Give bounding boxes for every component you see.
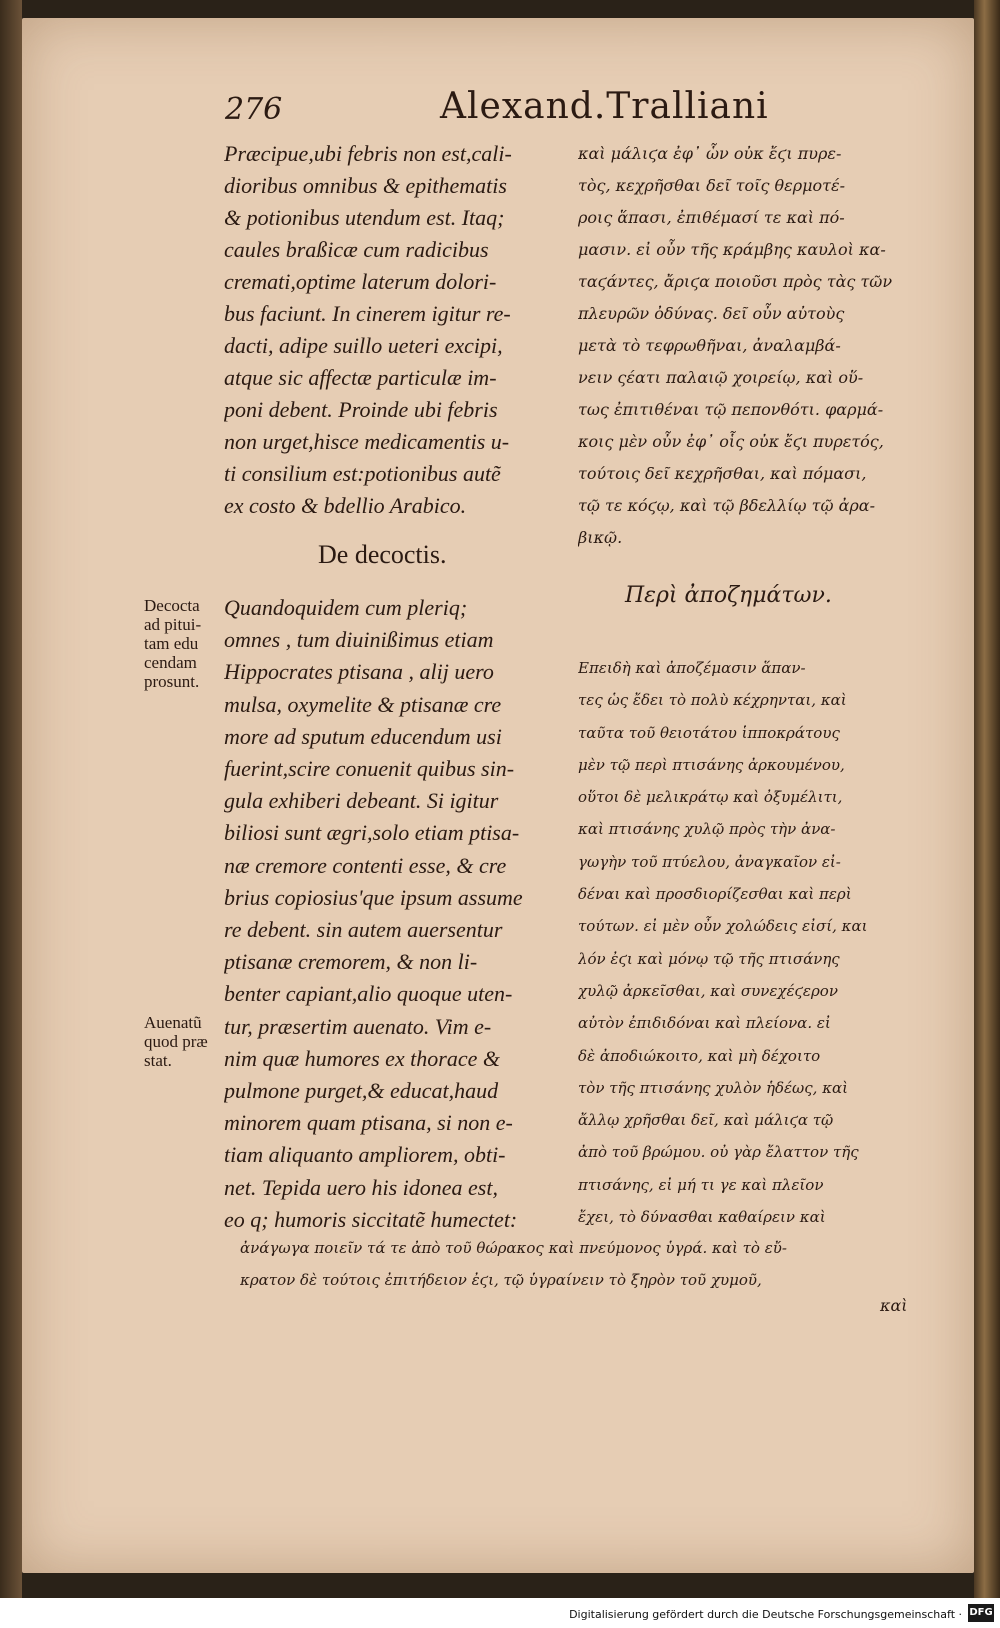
text-line: biliosi sunt ægri,solo etiam ptisa- [224,820,520,846]
text-line: πλευρῶν ὀδύνας. δεῖ οὖν αὐτοὺς [578,304,845,323]
latin-column-bottom [224,592,554,1236]
text-line: tiam aliquanto ampliorem, obti- [224,1142,506,1168]
text-line: benter capiant,alio quoque uten- [224,981,513,1007]
margin-note-line: quod præ [144,1032,208,1051]
margin-note-line: ad pitui- [144,615,202,634]
dfg-logo: DFG [968,1604,994,1622]
full-width-greek-lines [240,1232,930,1296]
text-line: re debent. sin autem auersentur [224,917,503,943]
text-line: net. Tepida uero his idonea est, [224,1174,498,1200]
text-line: τες ὡς ἔδει τὸ πολὺ κέχρηνται, καὶ [578,691,847,710]
text-line: αὐτὸν ἐπιδιδόναι καὶ πλείονα. εἰ [578,1014,831,1033]
text-line: γωγὴν τοῦ πτύελου, ἀναγκαῖον εἰ- [578,852,841,871]
margin-note-line: Decocta [144,596,200,615]
text-line: non urget,hisce medicamentis u- [224,429,510,454]
text-line: atque sic affectæ particulæ im- [224,365,497,390]
greek-section-heading: Περὶ ἀποζημάτων. [625,583,832,608]
text-line: Επειδὴ καὶ ἀποζέμασιν ἅπαν- [578,659,806,677]
text-line: Hippocrates ptisana , alij uero [224,659,494,685]
text-line: τούτοις δεῖ κεχρῆσθαι, καὶ πόμασι, [578,464,867,483]
margin-note-line: prosunt. [144,672,200,691]
text-line: tur, præsertim auenato. Vim e- [224,1013,492,1039]
text-line: βικῷ. [578,528,623,547]
greek-column-bottom [578,652,923,1233]
margin-note-line: tam edu [144,634,199,653]
text-line: gula exhiberi debeant. Si igitur [224,788,499,814]
text-line: bus faciunt. In cinerem igitur re- [224,301,511,326]
text-line: δέναι καὶ προσδιορίζεσθαι καὶ περὶ [578,885,852,904]
text-line: τῷ τε κόϛῳ, καὶ τῷ βδελλίῳ τῷ ἀρα- [578,496,876,515]
text-line: cremati,optime laterum dolori- [224,269,497,294]
text-line: τούτων. εἰ μὲν οὖν χολώδεις εἰσί, και [578,917,868,936]
text-line: μασιν. εἰ οὖν τῆς κράμβης καυλοὶ κα- [578,240,886,259]
greek-column-top [578,138,923,554]
text-line: ἀπὸ τοῦ βρώμου. οὐ γὰρ ἔλαττον τῆς [578,1143,859,1162]
text-line: Quandoquidem cum pleriq; [224,595,468,620]
margin-note-line: stat. [144,1051,172,1070]
text-line: brius copiosius'que ipsum assume [224,884,523,910]
text-line: pulmone purget,& educat,haud [224,1078,499,1104]
text-line: mulsa, oxymelite & ptisanæ cre [224,691,502,717]
text-line: ἀνάγωγα ποιεῖν τά τε ἀπὸ τοῦ θώρακος καὶ πνεύμονος ὑγρά. καὶ τὸ εὔ- [240,1239,787,1257]
latin-section-heading: De decoctis. [318,540,447,569]
text-line: fuerint,scire conuenit quibus sin- [224,756,515,782]
text-line: omnes , tum diuinißimus etiam [224,627,494,653]
text-line: ti consilium est:potionibus autẽ [224,461,501,486]
margin-note-auenatum [144,1013,208,1070]
text-line: λόν ἐϛι καὶ μόνῳ τῷ τῆς πτισάνης [578,949,840,968]
text-line: νειν ςέατι παλαιῷ χοιρείῳ, καὶ οὕ- [578,368,864,387]
margin-note-line: Auenatũ [144,1013,202,1032]
text-line: & potionibus utendum est. Itaq; [224,205,505,230]
page-edge [974,0,1000,1628]
text-line: πτισάνης, εἰ μή τι γε καὶ πλεῖον [578,1175,824,1194]
text-line: τὸς, κεχρῆσθαι δεῖ τοῖς θερμοτέ- [578,176,845,195]
text-line: κρατον δὲ τούτοις ἐπιτήδειον ἐϛι, τῷ ὑγραίνειν τὸ ξηρὸν τοῦ χυμοῦ, [240,1271,762,1289]
text-line: ἄλλῳ χρῆσθαι δεῖ, καὶ μάλιϛα τῷ [578,1111,834,1130]
latin-column-top [224,138,554,522]
text-line: more ad sputum educendum usi [224,723,502,749]
book-spine [0,0,22,1628]
margin-note-decocta [144,596,201,691]
catchword: καὶ [880,1296,908,1315]
text-line: καὶ πτισάνης χυλῷ πρὸς τὴν ἀνα- [578,820,836,839]
text-line: οὕτοι δὲ μελικράτῳ καὶ ὀξυμέλιτι, [578,788,843,807]
text-line: ex costo & bdellio Arabico. [224,493,467,518]
text-line: ptisanæ cremorem, & non li- [224,949,478,975]
text-line: μετὰ τὸ τεφρωθῆναι, ἀναλαμβά- [578,336,841,355]
text-line: κοις μὲν οὖν ἐφ᾽ οἷς οὐκ ἔϛι πυρετός, [578,432,884,451]
text-line: caules braßicæ cum radicibus [224,237,489,262]
text-line: ταῦτα τοῦ θειοτάτου ἱπποκράτους [578,723,840,742]
text-line: næ cremore contenti esse, & cre [224,852,507,878]
page-number: 276 [225,92,283,127]
text-line: poni debent. Proinde ubi febris [224,397,498,422]
text-line: μὲν τῷ περὶ πτισάνης ἀρκουμένου, [578,755,845,774]
text-line: καὶ μάλιϛα ἐφ᾽ ὧν οὐκ ἔϛι πυρε- [578,144,842,163]
footer-credit: Digitalisierung gefördert durch die Deutsche Forschungsgemeinschaft · [569,1608,962,1621]
text-line: χυλῷ ἀρκεῖσθαι, καὶ συνεχέϛερον [578,981,838,1000]
text-line: nim quæ humores ex thorace & [224,1045,500,1071]
text-line: τὸν τῆς πτισάνης χυλὸν ἡδέως, καὶ [578,1078,849,1097]
text-line: minorem quam ptisana, si non e- [224,1110,513,1136]
text-line: δὲ ἀποδιώκοιτο, καὶ μὴ δέχοιτο [578,1046,821,1065]
running-head: Alexand.Tralliani [440,86,769,127]
text-line: ταϛάντες, ἄριϛα ποιοῦσι πρὸς τὰς τῶν [578,272,893,291]
text-line: dacti, adipe suillo ueteri excipi, [224,333,503,358]
text-line: eo q; humoris siccitatẽ humectet: [224,1206,518,1232]
text-line: dioribus omnibus & epithematis [224,173,507,198]
text-line: Præcipue,ubi febris non est,cali- [224,141,512,166]
margin-note-line: cendam [144,653,197,672]
text-line: τως ἐπιτιθέναι τῷ πεπονθότι. φαρμά- [578,400,884,419]
text-line: ἔχει, τὸ δύνασθαι καθαίρειν καὶ [578,1208,826,1227]
text-line: ροις ἅπασι, ἐπιθέμασί τε καὶ πό- [578,208,845,227]
